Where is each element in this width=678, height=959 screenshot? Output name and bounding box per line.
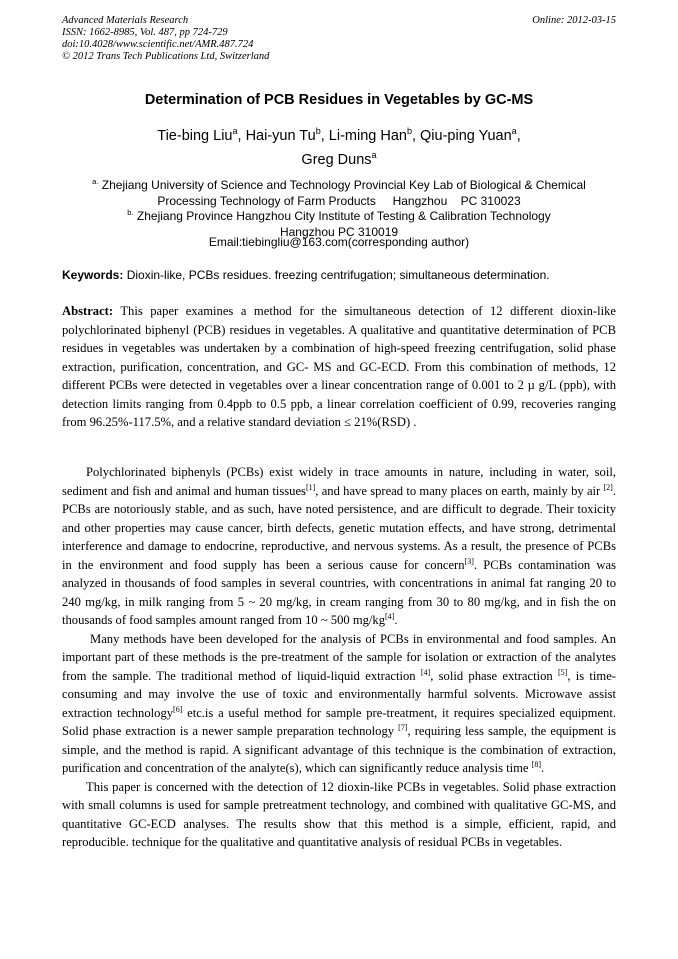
paragraph-text: , requiring less sample, the equipment is simple, and the method is rapid. A significant advantage of this technique is the combination of extraction, purification and concentration of the analyte(s), which can significantly reduce analysis time — [62, 724, 617, 775]
keywords — [62, 268, 616, 282]
affiliation-a: $^{a.}$ Zhejiang University of Science and Technology Provincial Key Lab of Biological & Chemical Processing Technology of Farm Products Hangzhou PC 310023 — [92, 177, 586, 208]
paragraph-text: Many methods have been developed for the analysis of PCBs in environmental and food samples. An important part of these methods is the pre-treatment of the sample for isolation or extraction of the analytes from the sample. The traditional method of liquid-liquid extraction — [62, 631, 616, 683]
abstract-label: Abstract: — [62, 304, 114, 318]
doi-line: doi:10.4028/www.scientific.net/AMR.487.724 — [62, 39, 254, 50]
author-affiliation-mark: b — [406, 126, 412, 136]
citation-ref: [6] — [173, 704, 183, 714]
paper-title: Determination of PCB Residues in Vegetables by GC-MS — [144, 92, 534, 108]
issn-line: ISSN: 1662-8985, Vol. 487, pp 724-729 — [62, 27, 228, 38]
paragraph-text: , is time-consuming and may involve the use of toxic and environmentally harmful solvents. Microwave assist extraction technology — [62, 668, 616, 720]
keywords-label: Keywords: — [62, 268, 124, 282]
author-affiliation-mark: a — [371, 149, 377, 160]
paragraph — [62, 630, 616, 778]
affiliation-b-mark: b. — [127, 208, 134, 217]
abstract-text: This paper examines a method for the simultaneous detection of 12 different dioxin-like polychlorinated biphenyl (PCB) residues in vegetables. A qualitative and quantitative determination of PCB residues in vegetables was undertaken by a combination of high-speed freezing centrifugation, solid phase extraction, purification, concentration, and GC- MS and GC-ECD. From this combination of methods, 12 different PCBs were detected in vegetables over a linear concentration range of 0.001 to 2 µ g/L (ppb), with detection limits ranging from 0.4ppb to 0.5 ppb, a linear correlation coefficient of 0.99, recoveries ranging from 96.25%-117.5%, and a relative standard deviation ≤ 21%(RSD) . — [62, 304, 616, 429]
corresponding-email: Email:tiebingliu@163.com(corresponding author) — [208, 235, 470, 249]
citation-ref: [8] — [531, 759, 541, 769]
citation-ref: [2] — [603, 482, 613, 492]
journal-header — [62, 15, 269, 63]
paragraph-text: etc.is a useful method for sample pre-treatment, it requires specialized equipment. Solid phase extraction is a newer sample preparation technology — [62, 705, 616, 738]
author: Qiu-ping Yuan$^a$, — [420, 126, 521, 144]
author-list — [62, 122, 616, 170]
author: Tie-bing Liu$^a$, — [157, 126, 246, 144]
paragraph-text: . — [394, 613, 398, 627]
paragraph-text: This paper is concerned with the detection of 12 dioxin-like PCBs in vegetables. Solid phase extraction with small columns is used for sample pretreatment technology, and combined with qualitative GC-MS, and quantitative GC-ECD analyses. The results show that this method is a simple, efficient, rapid, and reproducible. technique for the qualitative and quantitative analysis of residual PCBs in vegetables. — [62, 779, 616, 849]
keywords-text: Dioxin-like, PCBs residues. freezing centrifugation; simultaneous determination. — [126, 268, 550, 282]
author: Hai-yun Tu$^b$, — [245, 126, 329, 144]
author: Li-ming Han$^b$, — [328, 126, 421, 144]
author-affiliation-mark: a — [232, 126, 238, 136]
citation-ref: [1] — [305, 482, 316, 492]
paragraph-text: . PCBs contamination was analyzed in thousands of food samples in several countries, with concentrations in animal fat ranging 20 to 240 mg/kg, in milk ranging from 5 ~ 20 mg/kg, in cream ranging from 30 to 80 mg/kg, and in fish the on thousands of food samples amount ranged from 10 ~ 500 mg/kg — [62, 557, 616, 627]
citation-ref: [3] — [464, 556, 474, 566]
paragraph-text: , solid phase extraction — [430, 668, 558, 683]
paragraph-text: , and have spread to many places on earth, mainly by air — [315, 483, 604, 498]
paragraph — [62, 463, 616, 630]
copyright-line: © 2012 Trans Tech Publications Ltd, Switzerland — [62, 51, 270, 62]
author-affiliation-mark: b — [315, 126, 321, 136]
author: Greg Duns$^a$ — [301, 149, 377, 168]
paragraph-text: . — [540, 761, 545, 775]
abstract — [62, 302, 616, 432]
paragraph-text: . PCBs are notoriously stable, and as such, have noted persistence, and are difficult to degrade. Their toxicity and other properties may cause cancer, birth defects, genetic mutation effects, and have strong, detrimental interference and damage to endocrine, reproductive, and nervous systems. As a result, the presence of PCBs in the environment and food supply has been a serious cause for concern — [62, 483, 616, 572]
paragraph — [62, 778, 616, 852]
citation-ref: [4] — [420, 667, 431, 677]
introduction — [62, 463, 616, 852]
online-date: Online: 2012-03-15 — [532, 15, 616, 26]
affiliation-a-mark: a. — [92, 177, 99, 186]
paragraph-text: Polychlorinated biphenyls (PCBs) exist widely in trace amounts in nature, including in water, soil, sediment and fish and animal and human tissues — [62, 465, 616, 498]
affiliation-b: $^{b.}$ Zhejiang Province Hangzhou City Institute of Testing & Calibration Technology Hangzhou PC 310019 — [127, 208, 551, 239]
journal-name: Advanced Materials Research — [62, 15, 189, 26]
citation-ref: [5] — [557, 667, 568, 677]
citation-ref: [7] — [398, 722, 408, 732]
author-affiliation-mark: a — [511, 126, 517, 136]
citation-ref: [4] — [385, 611, 395, 621]
